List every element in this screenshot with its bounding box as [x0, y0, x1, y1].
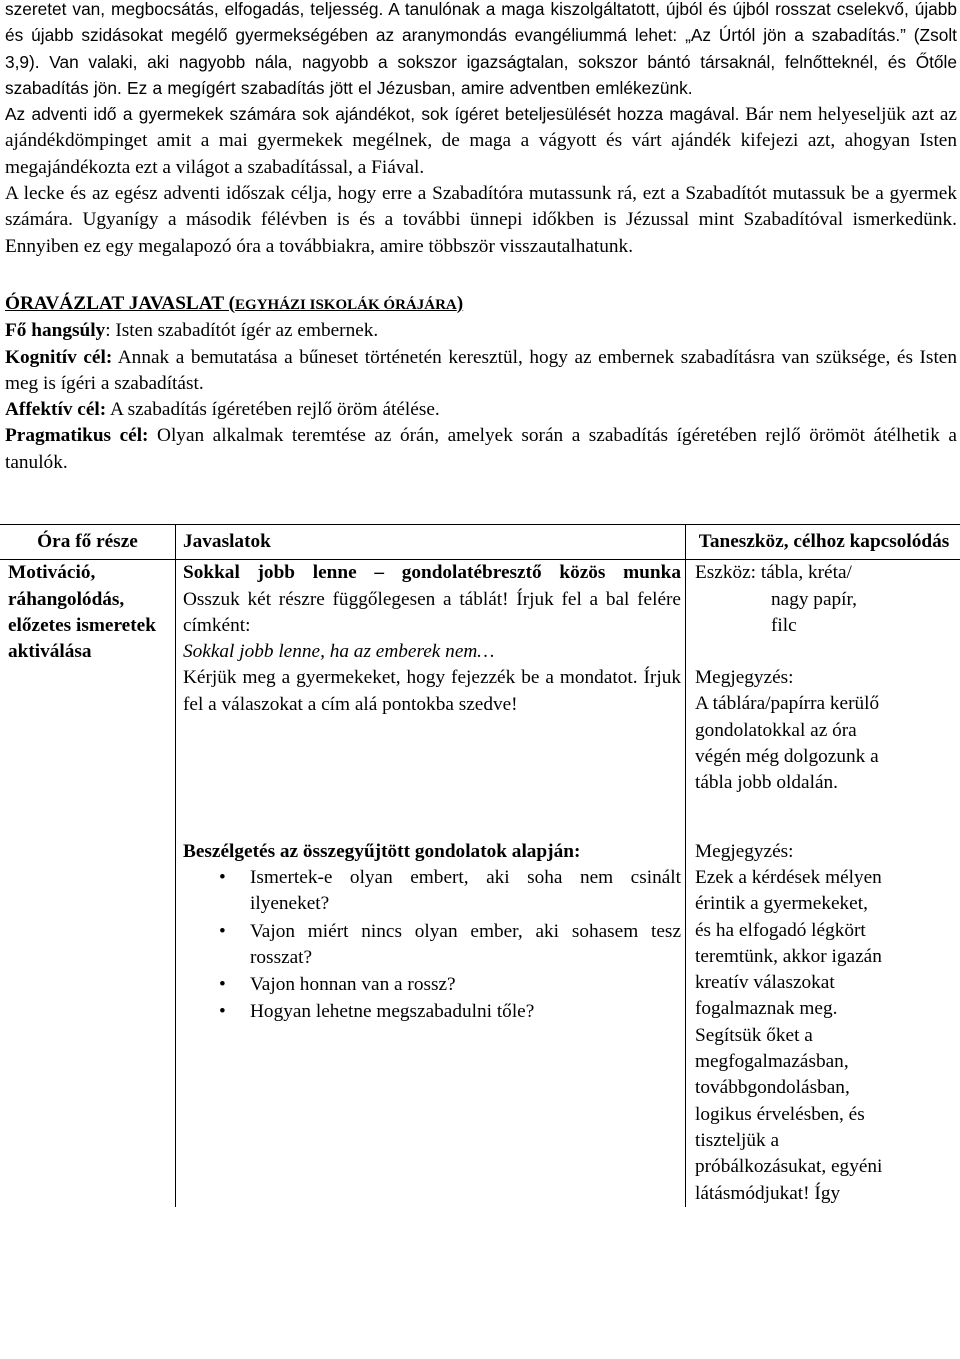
intro-paragraph-2	[5, 101, 957, 181]
intro-paragraph-1: szeretet van, megbocsátás, elfogadás, teljesség. A tanulónak a maga kiszolgáltatott, újból és újból rosszat cselekvő, újabb és újabb szidásokat megélő gyermekségében az aranymondás evangéliummá lehet: „Az Úrtól jön a szabadítás.” (Zsolt 3,9). Van valaki, aki nagyobb nála, nagyobb a sokszor igazságtalan, sokszor bántó társaknál, felnőtteknél, és Őtőle szabadítás jön. Ez a megígért szabadítás jött el Jézusban, amire adventben emlékezünk.	[5, 0, 957, 98]
intro-section	[5, 0, 957, 260]
table-row	[0, 797, 960, 1207]
outline-title-main: ÓRAVÁZLAT JAVASLAT (	[5, 292, 236, 314]
bullet-icon: •	[219, 866, 226, 888]
row2-note-label: Megjegyzés:	[695, 840, 794, 862]
question-text: Hogyan lehetne megszabadulni tőle?	[250, 1001, 535, 1023]
row2-note-text: Ezek a kérdések mélyen érintik a gyermekeket, és ha elfogadó légkört teremtünk, akkor igazán kreatív válaszokat fogalmaznak meg. Segítsük őket a megfogalmazásban, továbbgondolásban, logikus érvelésben, és tiszteljük a próbálkozásukat, egyéni látásmódjukat! Így	[695, 866, 883, 1204]
pragmatic-goal	[5, 423, 957, 476]
row1-activity-title: Sokkal jobb lenne – gondolatébresztő közös munka	[183, 562, 681, 584]
row1-activity	[176, 560, 686, 797]
row1-note-text: A táblára/papírra kerülő gondolatokkal az óra végén még dolgozunk a tábla jobb oldalán.	[695, 693, 880, 794]
question-text: Ismertek-e olyan embert, aki soha nem csinált ilyeneket?	[250, 866, 681, 915]
question-text: Vajon miért nincs olyan ember, aki sohasem tesz rosszat?	[250, 920, 681, 968]
intro-paragraph-2-a: Az adventi idő a gyermekek számára sok ajándékot, sok ígéret beteljesülését hozza magával.	[5, 104, 740, 125]
row1-activity-text1: Osszuk két részre függőlegesen a táblát! Írjuk fel a bal felére címként:	[183, 588, 681, 636]
row1-note-label: Megjegyzés:	[695, 667, 794, 689]
row1-tool-line3: filc	[771, 614, 797, 636]
row2-title: Beszélgetés az összegyűjtött gondolatok alapján:	[183, 840, 581, 862]
row2-activity	[176, 797, 686, 1207]
list-item	[183, 999, 681, 1025]
row1-tool-line2: nagy papír,	[771, 588, 857, 610]
list-item	[183, 919, 681, 972]
cognitive-goal	[5, 345, 957, 398]
intro-paragraph-2-b: Bár nem helyeseljük azt az ajándékdömpinget amit a mai gyermekek megélnek, de maga a vágyott és várt ajándék kifejezi azt, ahogyan Isten megajándékozta ezt a világot a szabadítással, a Fiával.	[5, 104, 957, 178]
outline-title	[5, 291, 957, 318]
outline-title-smallcaps: EGYHÁZI ISKOLÁK ÓRÁJÁRA	[235, 296, 457, 313]
affective-label: Affektív cél:	[5, 399, 107, 421]
lesson-plan-table	[0, 524, 960, 1207]
header-tools: Taneszköz, célhoz kapcsolódás	[686, 525, 960, 560]
affective-goal	[5, 397, 957, 423]
bullet-icon: •	[219, 974, 226, 996]
row1-spacer	[695, 639, 960, 665]
row1-part: Motiváció, ráhangolódás, előzetes ismeretek aktiválása	[0, 560, 176, 797]
list-item	[183, 865, 681, 918]
document-page	[5, 0, 957, 476]
header-suggestions: Javaslatok	[176, 525, 686, 560]
row1-tools	[686, 560, 960, 797]
row2-part	[0, 797, 176, 1207]
focus-label: Fő hangsúly	[5, 320, 106, 342]
row1-activity-text2: Kérjük meg a gyermekeket, hogy fejezzék be a mondatot. Írjuk fel a válaszokat a cím alá pontokba szedve!	[183, 667, 681, 715]
bullet-icon: •	[219, 920, 226, 942]
question-text: Vajon honnan van a rossz?	[250, 974, 456, 996]
pragmatic-label: Pragmatikus cél:	[5, 425, 149, 447]
table-header-row	[0, 525, 960, 560]
row1-activity-italic: Sokkal jobb lenne, ha az emberek nem…	[183, 641, 495, 663]
row2-notes	[686, 797, 960, 1207]
focus-text: : Isten szabadítót ígér az embernek.	[105, 320, 379, 342]
header-part: Óra fő része	[0, 525, 176, 560]
affective-text: A szabadítás ígéretében rejlő öröm átélése.	[106, 399, 440, 421]
intro-paragraph-3: A lecke és az egész adventi időszak célja, hogy erre a Szabadítóra mutassunk rá, ezt a Szabadítót mutassuk be a gyermek számára. Ugyanígy a második félévben is és a további ünnepi időkben is Jézussal mint Szabadítóval ismerkedünk. Ennyiben ez egy megalapozó óra a továbbiakra, amire többször visszautalhatunk.	[5, 183, 957, 257]
question-list	[183, 865, 681, 1026]
cognitive-text: Annak a bemutatása a bűneset történetén keresztül, hogy az embernek szabadításra van szüksége, és Isten meg is ígéri a szabadítást.	[5, 346, 957, 394]
focus-line	[5, 318, 957, 344]
list-item	[183, 972, 681, 998]
pragmatic-text: Olyan alkalmak teremtése az órán, amelyek során a szabadítás ígéretében rejlő örömöt átélhetik a tanulók.	[5, 425, 957, 473]
cognitive-label: Kognitív cél:	[5, 346, 113, 368]
table-row	[0, 560, 960, 797]
row1-tool-label: Eszköz: tábla, kréta/	[695, 562, 852, 584]
outline-title-end: )	[456, 292, 464, 314]
bullet-icon: •	[219, 1001, 226, 1023]
